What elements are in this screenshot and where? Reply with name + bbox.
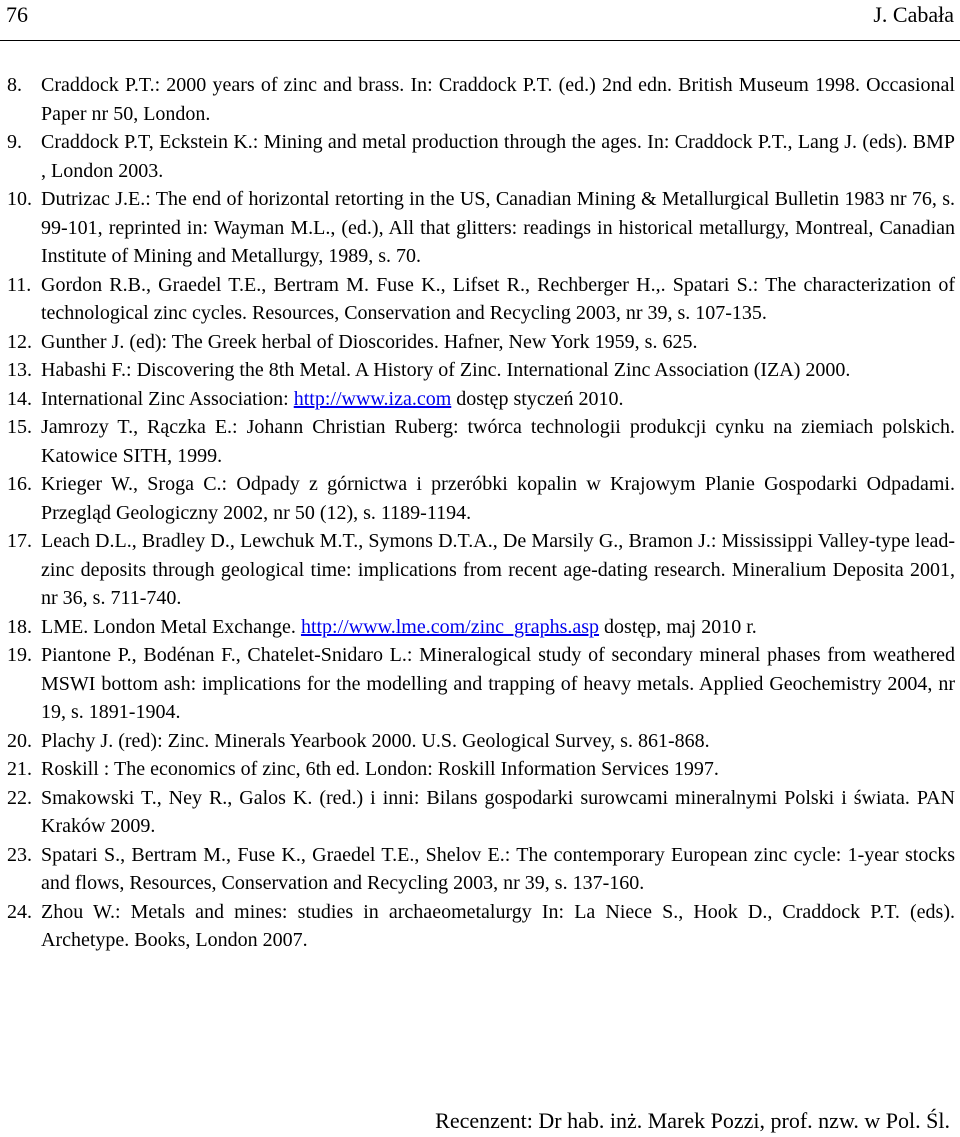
reference-number: 21. — [7, 758, 32, 780]
reference-number: 10. — [7, 188, 32, 210]
reference-number: 19. — [7, 644, 32, 666]
reference-text — [41, 385, 955, 414]
reference-item — [7, 71, 955, 128]
reference-text-segment: Dutrizac J.E.: The end of horizontal retorting in the US, Canadian Mining & Metallurgical Bulletin 1983 nr 76, s. 99-101, reprinted in: Wayman M.L., (ed.), All that glitters: readings in historical metallurgy, Montreal, Canadian Institute of Mining and Metallurgy, 1989, s. 70. — [41, 188, 955, 267]
reference-text — [41, 613, 955, 642]
reference-number: 11. — [7, 273, 32, 296]
reference-number: 16. — [7, 473, 32, 495]
reference-text-segment: dostęp, maj 2010 r. — [599, 615, 757, 638]
reference-text — [41, 641, 955, 727]
reference-text-segment: Krieger W., Sroga C.: Odpady z górnictwa i przeróbki kopalin w Krajowym Planie Gospodarki Odpadami. Przegląd Geologiczny 2002, nr 50 (12), s. 1189-1194. — [41, 473, 955, 524]
running-head-author: J. Cabała — [873, 2, 954, 27]
reference-text-segment: Gunther J. (ed): The Greek herbal of Dioscorides. Hafner, New York 1959, s. 625. — [41, 330, 698, 353]
reference-text — [41, 755, 955, 784]
reference-text — [41, 328, 955, 357]
reference-number: 9. — [7, 131, 22, 153]
reference-text — [41, 71, 955, 128]
reference-text — [41, 185, 955, 271]
reference-link[interactable]: http://www.iza.com — [293, 387, 452, 410]
reference-text-segment: International Zinc Association: — [41, 387, 294, 410]
reference-item — [7, 841, 955, 898]
reference-text — [41, 128, 955, 185]
reference-item — [7, 328, 955, 357]
reference-list — [7, 71, 955, 955]
reference-number: 8. — [7, 74, 22, 96]
reference-number: 24. — [7, 900, 32, 923]
reference-item — [7, 527, 955, 613]
reference-item — [7, 413, 955, 470]
reference-text — [41, 527, 955, 613]
reference-text-segment: Zhou W.: Metals and mines: studies in archaeometalurgy In: La Niece S., Hook D., Craddock P.T. (eds). Archetype. Books, London 2007. — [41, 900, 955, 951]
reference-item — [7, 356, 955, 385]
reference-number: 15. — [7, 416, 32, 438]
reference-item — [7, 641, 955, 727]
reference-item — [7, 755, 955, 784]
reference-number: 23. — [7, 843, 32, 866]
reference-text-segment: Plachy J. (red): Zinc. Minerals Yearbook 2000. U.S. Geological Survey, s. 861-868. — [41, 729, 710, 752]
reference-item — [7, 128, 955, 185]
reviewer-note: Recenzent: Dr hab. inż. Marek Pozzi, prof. nzw. w Pol. Śl. — [435, 1108, 950, 1133]
reference-number: 22. — [7, 786, 32, 809]
reference-number: 17. — [7, 530, 32, 552]
reference-number: 12. — [7, 330, 32, 353]
reference-number: 14. — [7, 387, 32, 410]
page-header — [0, 0, 960, 41]
reference-text-segment: Jamrozy T., Rączka E.: Johann Christian Ruberg: twórca technologii produkcji cynku na ziemiach polskich. Katowice SITH, 1999. — [41, 416, 955, 467]
reference-text-segment: Piantone P., Bodénan F., Chatelet-Snidaro L.: Mineralogical study of secondary mineral phases from weathered MSWI bottom ash: implications for the modelling and trapping of heavy metals. Applied Geochemistry 2004, nr 19, s. 1891-1904. — [41, 644, 955, 723]
reference-number: 18. — [7, 615, 32, 638]
reference-text — [41, 898, 955, 955]
reference-item — [7, 727, 955, 756]
page-number: 76 — [6, 2, 28, 27]
reference-link[interactable]: http://www.lme.com/zinc_graphs.asp — [300, 615, 600, 638]
reference-text-segment: Craddock P.T, Eckstein K.: Mining and metal production through the ages. In: Craddock P.T., Lang J. (eds). BMP , London 2003. — [41, 131, 955, 182]
reference-text-segment: Smakowski T., Ney R., Galos K. (red.) i inni: Bilans gospodarki surowcami mineralnymi Polski i świata. PAN Kraków 2009. — [41, 786, 955, 837]
reference-text-segment: LME. London Metal Exchange. — [41, 615, 301, 638]
reference-number: 13. — [7, 359, 32, 381]
reference-item — [7, 185, 955, 271]
reference-text-segment: Gordon R.B., Graedel T.E., Bertram M. Fuse K., Lifset R., Rechberger H.,. Spatari S.: The characterization of technological zinc cycles. Resources, Conservation and Recycling 2003, nr 39, s. 107-135. — [41, 273, 955, 324]
reference-text-segment: Leach D.L., Bradley D., Lewchuk M.T., Symons D.T.A., De Marsily G., Bramon J.: Mississippi Valley-type lead-zinc deposits through geological time: implications from recent age-dating research. Mineralium Deposita 2001, nr 36, s. 711-740. — [41, 530, 955, 609]
reference-item — [7, 898, 955, 955]
reference-number: 20. — [7, 729, 32, 752]
reference-item — [7, 385, 955, 414]
reference-item — [7, 784, 955, 841]
reference-text-segment: Spatari S., Bertram M., Fuse K., Graedel T.E., Shelov E.: The contemporary European zinc cycle: 1-year stocks and flows, Resources, Conservation and Recycling 2003, nr 39, s. 137-160. — [41, 843, 955, 894]
reference-text — [41, 356, 955, 385]
reference-text-segment: Habashi F.: Discovering the 8th Metal. A History of Zinc. International Zinc Association (IZA) 2000. — [41, 359, 851, 381]
reference-text — [41, 727, 955, 756]
reference-item — [7, 470, 955, 527]
reference-item — [7, 271, 955, 328]
reference-item — [7, 613, 955, 642]
reference-text — [41, 271, 955, 328]
reference-text-segment: dostęp styczeń 2010. — [451, 387, 624, 410]
reference-text — [41, 413, 955, 470]
reference-text — [41, 784, 955, 841]
reference-text-segment: Roskill : The economics of zinc, 6th ed. London: Roskill Information Services 1997. — [41, 758, 719, 780]
reference-text — [41, 841, 955, 898]
reference-text-segment: Craddock P.T.: 2000 years of zinc and brass. In: Craddock P.T. (ed.) 2nd edn. British Museum 1998. Occasional Paper nr 50, London. — [41, 74, 955, 125]
reference-text — [41, 470, 955, 527]
